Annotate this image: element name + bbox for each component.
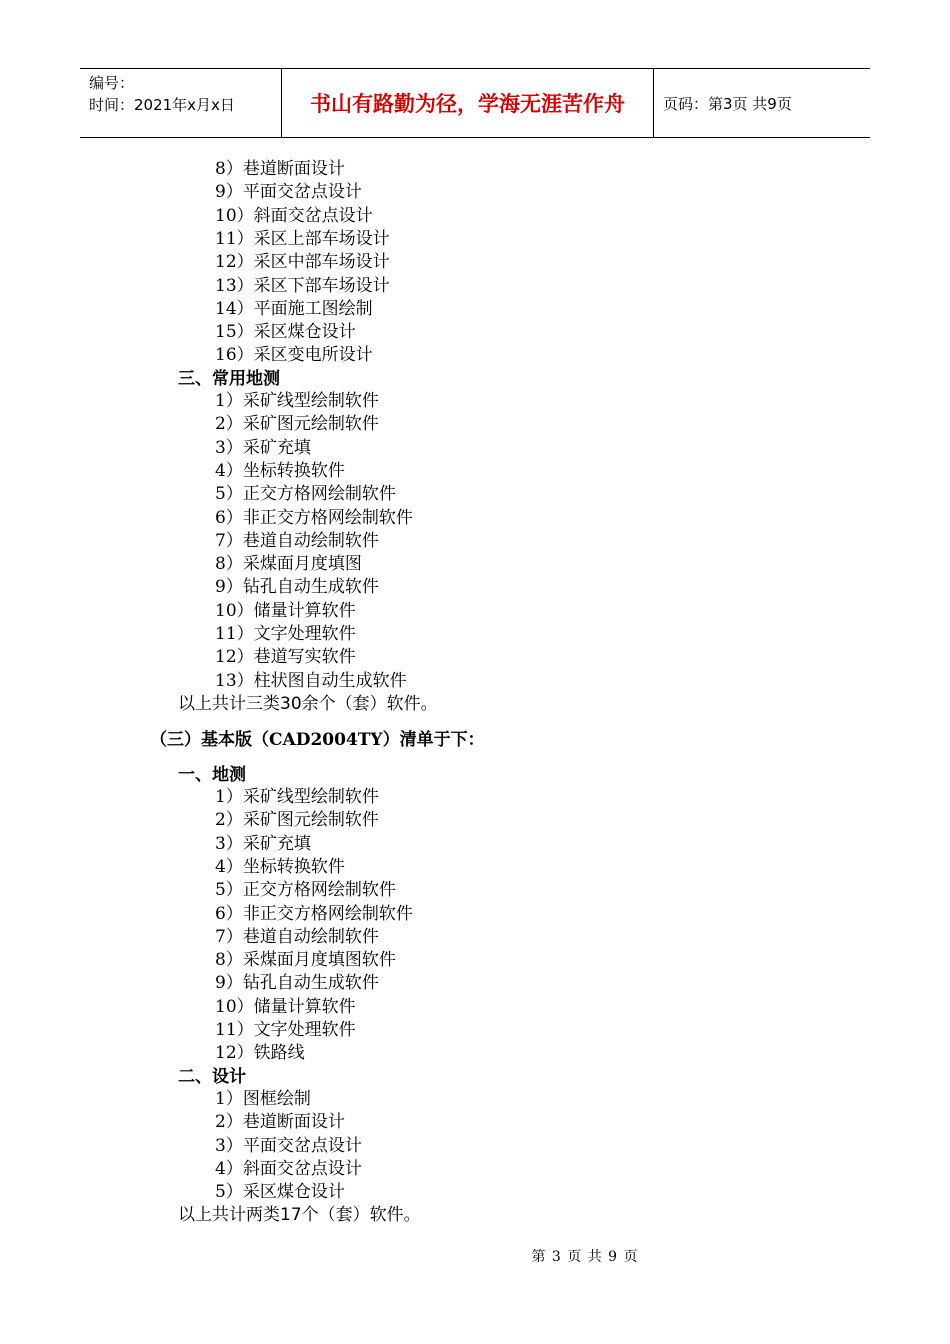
summary-text: 以上共计两类17个（套）软件。 (178, 1205, 421, 1225)
list-item: 4）坐标转换软件 (215, 460, 345, 481)
category-heading: 三、常用地测 (178, 369, 280, 389)
list-item: 1）图框绘制 (215, 1089, 311, 1109)
list-item: 1）采矿线型绘制软件 (215, 391, 379, 411)
list-item: 12）巷道写实软件 (215, 647, 356, 668)
list-item: 12）铁路线 (215, 1043, 305, 1064)
list-item: 5）正交方格网绘制软件 (215, 880, 396, 901)
list-item: 6）非正交方格网绘制软件 (215, 903, 413, 924)
list-item: 1）采矿线型绘制软件 (215, 787, 379, 807)
category-heading: 二、设计 (178, 1067, 246, 1087)
list-item: 11）采区上部车场设计 (215, 228, 390, 249)
document-time-label: 时间：2021年x月x日 (89, 96, 235, 114)
list-item: 3）采矿充填 (215, 833, 311, 854)
list-item: 4）斜面交岔点设计 (215, 1158, 362, 1179)
section-heading: （三）基本版（CAD2004TY）清单于下： (150, 730, 485, 750)
list-item: 7）巷道自动绘制软件 (215, 926, 379, 947)
category-heading: 一、地测 (178, 765, 246, 785)
list-item: 2）巷道断面设计 (215, 1112, 345, 1133)
page-footer (0, 1246, 950, 1266)
list-item: 13）采区下部车场设计 (215, 275, 390, 296)
header-left-cell (80, 69, 282, 137)
list-item: 10）储量计算软件 (215, 996, 356, 1017)
header-page-info: 页码：第3页 共9页 (663, 94, 792, 113)
list-item: 2）采矿图元绘制软件 (215, 414, 379, 435)
summary-text: 以上共计三类30余个（套）软件。 (178, 694, 438, 714)
page-header (80, 68, 870, 138)
document-number-label: 编号： (89, 74, 135, 92)
list-item: 10）斜面交岔点设计 (215, 205, 373, 226)
list-item: 15）采区煤仓设计 (215, 322, 356, 343)
list-item: 16）采区变电所设计 (215, 345, 373, 366)
list-item: 12）采区中部车场设计 (215, 252, 390, 273)
list-item: 11）文字处理软件 (215, 1020, 356, 1040)
list-item: 13）柱状图自动生成软件 (215, 670, 407, 691)
list-item: 14）平面施工图绘制 (215, 298, 373, 319)
list-item: 8）采煤面月度填图 (215, 554, 362, 575)
list-item: 7）巷道自动绘制软件 (215, 530, 379, 551)
header-motto: 书山有路勤为径，学海无涯苦作舟 (282, 69, 654, 137)
list-item: 5）采区煤仓设计 (215, 1182, 345, 1203)
list-item: 8）巷道断面设计 (215, 159, 345, 179)
list-item: 11）文字处理软件 (215, 624, 356, 644)
list-item: 3）采矿充填 (215, 437, 311, 458)
footer-page-number: 第 3 页 共 9 页 (531, 1249, 639, 1265)
list-item: 10）储量计算软件 (215, 600, 356, 621)
list-item: 9）钻孔自动生成软件 (215, 577, 379, 598)
list-item: 9）平面交岔点设计 (215, 182, 362, 203)
list-item: 2）采矿图元绘制软件 (215, 810, 379, 831)
list-item: 8）采煤面月度填图软件 (215, 950, 396, 971)
list-item: 6）非正交方格网绘制软件 (215, 507, 413, 528)
list-item: 9）钻孔自动生成软件 (215, 973, 379, 994)
list-item: 4）坐标转换软件 (215, 856, 345, 877)
list-item: 5）正交方格网绘制软件 (215, 484, 396, 505)
list-item: 3）平面交岔点设计 (215, 1135, 362, 1156)
